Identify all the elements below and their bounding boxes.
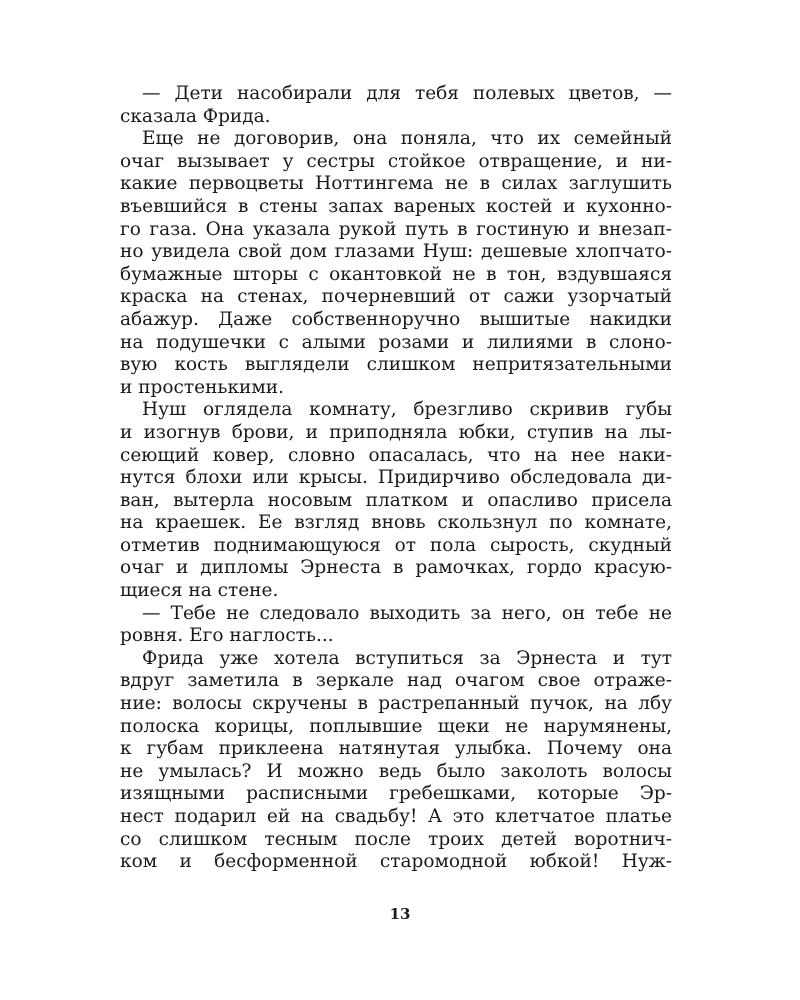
text-line: нутся блохи или крысы. Придирчиво обследовала ди-: [120, 467, 672, 489]
text-line: отметив поднимающуюся от пола сырость, скудный: [120, 534, 672, 556]
text-line: Нуш оглядела комнату, брезгливо скривив губы: [142, 399, 672, 421]
text-line: Еще не договорив, она поняла, что их семейный: [142, 128, 672, 150]
text-line: нест подарил ей на свадьбу! А это клетчатое платье: [120, 806, 672, 827]
text-line: какие первоцветы Ноттингема не в силах заглушить: [120, 173, 672, 195]
text-line: ровня. Его наглость...: [120, 625, 334, 647]
text-line: на краешек. Ее взгляд вновь скользнул по комнате,: [120, 512, 672, 534]
text-line: изящными расписными гребешками, которые Эр-: [120, 783, 672, 805]
text-line: очаг вызывает у сестры стойкое отвращение, и ни-: [120, 150, 672, 172]
text-line: абажур. Даже собственноручно вышитые накидки: [120, 308, 672, 330]
body-text: [120, 83, 672, 874]
text-line: въевшийся в стены запах вареных костей и кухонно-: [120, 195, 672, 217]
text-line: со слишком тесным после троих детей воротнич-: [120, 828, 672, 850]
text-line: сеющий ковер, словно опасалась, что на нее наки-: [120, 444, 672, 466]
text-line: вдруг заметила в зеркале над очагом свое отраже-: [120, 670, 672, 692]
page-number: 13: [389, 905, 411, 923]
text-line: вую кость выглядели слишком непритязательными: [120, 354, 672, 376]
text-line: ком и бесформенной старомодной юбкой! Нуж-: [120, 851, 672, 873]
text-line: го газа. Она указала рукой путь в гостиную и внезап-: [120, 218, 672, 240]
text-line: — Тебе не следовало выходить за него, он тебе не: [142, 602, 672, 624]
text-line: очаг и дипломы Эрнеста в рамочках, гордо красую-: [120, 557, 672, 579]
text-line: краска на стенах, почерневший от сажи узорчатый: [120, 286, 672, 308]
text-line: полоска корицы, поплывшие щеки не нарумянены,: [120, 715, 672, 737]
text-line: щиеся на стене.: [120, 580, 279, 602]
text-line: но увидела свой дом глазами Нуш: дешевые хлопчато-: [120, 241, 672, 263]
text-line: бумажные шторы с окантовкой не в тон, вздувшаяся: [120, 263, 672, 285]
text-line: на подушечки с алыми розами и лилиями в слоно-: [120, 331, 672, 353]
text-line: не умылась? И можно ведь было заколоть волосы: [120, 760, 672, 782]
text-line: к губам приклеена натянутая улыбка. Почему она: [120, 738, 672, 760]
text-line: и изогнув брови, и приподняла юбки, ступив на лы-: [120, 421, 672, 443]
text-line: — Дети насобирали для тебя полевых цветов, —: [142, 83, 672, 104]
text-line: ние: волосы скручены в растрепанный пучок, на лбу: [120, 693, 672, 715]
text-line: ван, вытерла носовым платком и опасливо присела: [120, 489, 672, 511]
text-line: и простенькими.: [120, 376, 284, 398]
text-line: сказала Фрида.: [120, 105, 271, 127]
text-line: Фрида уже хотела вступиться за Эрнеста и тут: [142, 647, 672, 669]
